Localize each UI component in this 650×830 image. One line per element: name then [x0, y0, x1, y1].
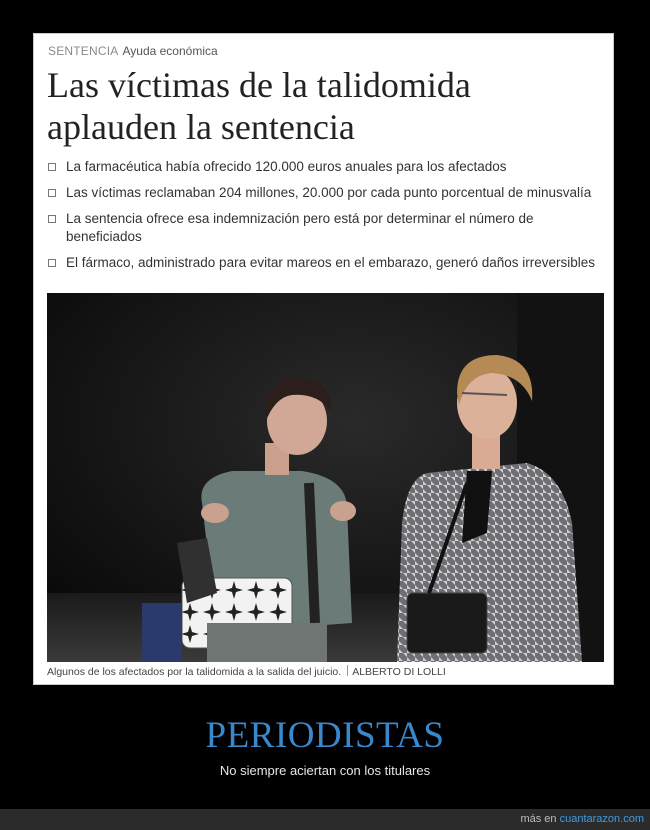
photo-illustration — [47, 293, 604, 662]
meme-subtitle: No siempre aciertan con los titulares — [219, 763, 431, 778]
bullet-square-icon — [48, 163, 56, 171]
bullet-square-icon — [48, 259, 56, 267]
summary-list — [46, 158, 606, 280]
news-photo — [47, 293, 604, 662]
photo-caption-row — [47, 665, 604, 681]
footer-prefix: más en — [520, 813, 557, 825]
summary-item — [46, 254, 606, 272]
footer-credit — [520, 813, 644, 825]
summary-text: Las víctimas reclamaban 204 millones, 20.000 por cada punto porcentual de minusvalía — [66, 185, 592, 200]
summary-item — [46, 210, 606, 246]
summary-text: La farmacéutica había ofrecido 120.000 euros anuales para los afectados — [66, 159, 507, 174]
headline-line-2: aplauden la sentencia — [47, 107, 355, 147]
caption-divider — [347, 665, 348, 676]
bullet-square-icon — [48, 215, 56, 223]
bullet-square-icon — [48, 189, 56, 197]
headline-line-1: Las víctimas de la talidomida — [47, 65, 471, 105]
section-label[interactable]: SENTENCIA — [48, 44, 119, 58]
summary-item — [46, 184, 606, 202]
photo-caption: Algunos de los afectados por la talidomida a la salida del juicio. — [47, 666, 342, 678]
photo-credit: ALBERTO DI LOLLI — [352, 666, 446, 678]
site-link[interactable]: cuantarazon.com — [559, 813, 644, 825]
headline — [47, 64, 597, 148]
kicker — [48, 44, 218, 58]
article-card — [33, 33, 614, 685]
summary-text: El fármaco, administrado para evitar mareos en el embarazo, generó daños irreversibles — [66, 255, 596, 270]
summary-item — [46, 158, 606, 176]
subsection-label[interactable]: Ayuda económica — [122, 44, 218, 58]
footer-bar — [0, 809, 650, 830]
summary-text: La sentencia ofrece esa indemnización pero está por determinar el número de beneficiados — [66, 211, 534, 244]
meme-title: PERIODISTAS — [205, 715, 445, 756]
